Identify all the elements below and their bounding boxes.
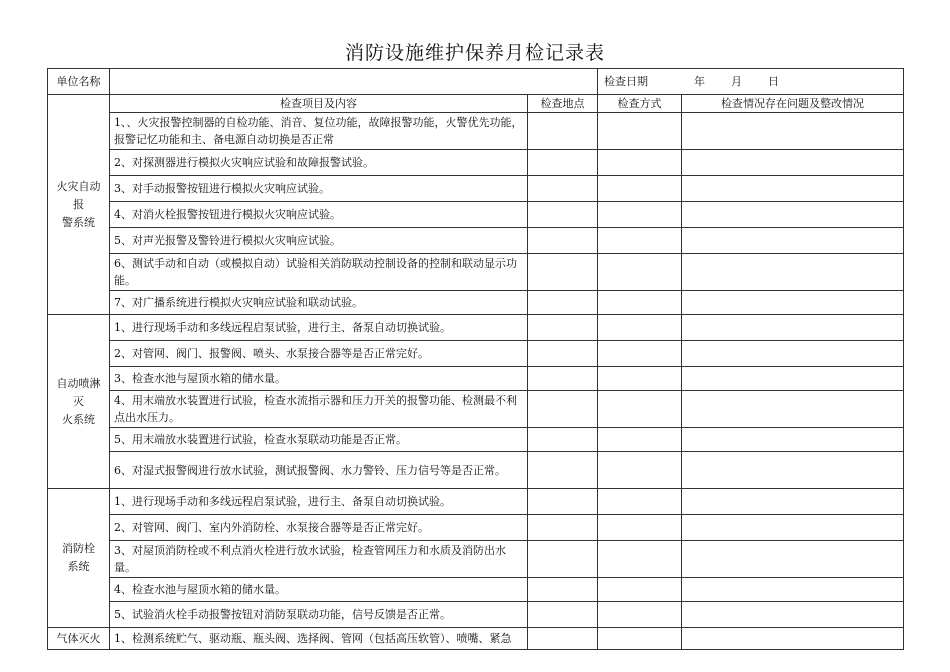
result-cell[interactable]: [682, 367, 904, 391]
result-cell[interactable]: [682, 391, 904, 428]
header-row: [48, 69, 904, 95]
method-cell[interactable]: [598, 628, 682, 650]
date-day-label: 日: [768, 75, 779, 88]
check-item: 6、对湿式报警阀进行放水试验，测试报警阀、水力警铃、压力信号等是否正常。: [110, 452, 528, 489]
method-cell[interactable]: [598, 515, 682, 541]
location-cell[interactable]: [528, 228, 598, 254]
result-cell[interactable]: [682, 202, 904, 228]
method-cell[interactable]: [598, 541, 682, 578]
result-cell[interactable]: [682, 602, 904, 628]
result-cell[interactable]: [682, 452, 904, 489]
result-cell[interactable]: [682, 254, 904, 291]
location-cell[interactable]: [528, 113, 598, 150]
check-item: 6、测试手动和自动（或模拟自动）试验相关消防联动控制设备的控制和联动显示功能。: [110, 254, 528, 291]
page-title: 消防设施维护保养月检记录表: [344, 42, 605, 64]
method-cell[interactable]: [598, 315, 682, 341]
result-cell[interactable]: [682, 315, 904, 341]
inspection-date-field[interactable]: [598, 69, 904, 95]
table-row: [48, 541, 904, 578]
column-header-location: 检查地点: [528, 95, 598, 113]
table-row: [48, 202, 904, 228]
table-row: [48, 228, 904, 254]
location-cell[interactable]: [528, 202, 598, 228]
check-item: 2、对探测器进行模拟火灾响应试验和故障报警试验。: [110, 150, 528, 176]
location-cell[interactable]: [528, 578, 598, 602]
result-cell[interactable]: [682, 150, 904, 176]
check-item: 3、对手动报警按钮进行模拟火灾响应试验。: [110, 176, 528, 202]
column-header-row: [48, 95, 904, 113]
date-month-label: 月: [731, 75, 742, 88]
method-cell[interactable]: [598, 367, 682, 391]
check-item: 5、对声光报警及警铃进行模拟火灾响应试验。: [110, 228, 528, 254]
location-cell[interactable]: [528, 176, 598, 202]
system-name-gas-extinguishing: 气体灭火: [48, 628, 110, 650]
location-cell[interactable]: [528, 515, 598, 541]
system-name-hydrant: 消防栓 系统: [48, 489, 110, 628]
location-cell[interactable]: [528, 367, 598, 391]
check-item: 7、对广播系统进行模拟火灾响应试验和联动试验。: [110, 291, 528, 315]
location-cell[interactable]: [528, 489, 598, 515]
unit-name-label: 单位名称: [48, 69, 110, 95]
result-cell[interactable]: [682, 228, 904, 254]
method-cell[interactable]: [598, 428, 682, 452]
method-cell[interactable]: [598, 489, 682, 515]
check-item: 1、、火灾报警控制器的自检功能、消音、复位功能，故障报警功能，火警优先功能，报警记忆功能和主、备电源自动切换是否正常: [110, 113, 528, 150]
check-item: 1、进行现场手动和多线远程启泵试验，进行主、备泵自动切换试验。: [110, 489, 528, 515]
table-row: [48, 489, 904, 515]
check-item: 2、对管网、阀门、报警阀、喷头、水泵接合器等是否正常完好。: [110, 341, 528, 367]
result-cell[interactable]: [682, 541, 904, 578]
table-row: [48, 150, 904, 176]
result-cell[interactable]: [682, 489, 904, 515]
table-row: [48, 254, 904, 291]
table-row: [48, 578, 904, 602]
check-item: 5、试验消火栓手动报警按钮对消防泵联动功能，信号反馈是否正常。: [110, 602, 528, 628]
check-item: 4、对消火栓报警按钮进行模拟火灾响应试验。: [110, 202, 528, 228]
date-year-label: 年: [694, 75, 705, 88]
table-row: [48, 176, 904, 202]
table-row: [48, 113, 904, 150]
table-row: [48, 602, 904, 628]
result-cell[interactable]: [682, 113, 904, 150]
method-cell[interactable]: [598, 254, 682, 291]
method-cell[interactable]: [598, 452, 682, 489]
method-cell[interactable]: [598, 391, 682, 428]
unit-name-field[interactable]: [110, 69, 598, 95]
table-row: [48, 341, 904, 367]
location-cell[interactable]: [528, 254, 598, 291]
system-name-sprinkler: 自动喷淋 灭 火系统: [48, 315, 110, 489]
method-cell[interactable]: [598, 291, 682, 315]
location-cell[interactable]: [528, 602, 598, 628]
method-cell[interactable]: [598, 602, 682, 628]
method-cell[interactable]: [598, 150, 682, 176]
result-cell[interactable]: [682, 628, 904, 650]
check-item: 5、用末端放水装置进行试验，检查水泵联动功能是否正常。: [110, 428, 528, 452]
location-cell[interactable]: [528, 291, 598, 315]
column-header-result: 检查情况存在问题及整改情况: [682, 95, 904, 113]
inspection-date-label: 检查日期: [604, 75, 648, 88]
table-row: [48, 628, 904, 650]
table-row: [48, 452, 904, 489]
check-item: 1、检测系统贮气、驱动瓶、瓶头阀、选择阀、管网（包括高压软管）、喷嘴、紧急: [110, 628, 528, 650]
method-cell[interactable]: [598, 113, 682, 150]
location-cell[interactable]: [528, 150, 598, 176]
table-row: [48, 391, 904, 428]
location-cell[interactable]: [528, 428, 598, 452]
inspection-record-table: [47, 68, 904, 650]
check-item: 3、检查水池与屋顶水箱的储水量。: [110, 367, 528, 391]
location-cell[interactable]: [528, 628, 598, 650]
check-item: 1、进行现场手动和多线远程启泵试验，进行主、备泵自动切换试验。: [110, 315, 528, 341]
table-row: [48, 367, 904, 391]
table-row: [48, 515, 904, 541]
check-item: 3、对屋顶消防栓或不利点消火栓进行放水试验，检查管网压力和水质及消防出水量。: [110, 541, 528, 578]
result-cell[interactable]: [682, 515, 904, 541]
method-cell[interactable]: [598, 228, 682, 254]
column-header-method: 检查方式: [598, 95, 682, 113]
system-name-fire-alarm: 火灾自动 报 警系统: [48, 95, 110, 315]
table-row: [48, 315, 904, 341]
method-cell[interactable]: [598, 341, 682, 367]
table-row: [48, 291, 904, 315]
check-item: 2、对管网、阀门、室内外消防栓、水泵接合器等是否正常完好。: [110, 515, 528, 541]
result-cell[interactable]: [682, 341, 904, 367]
table-row: [48, 428, 904, 452]
result-cell[interactable]: [682, 578, 904, 602]
location-cell[interactable]: [528, 452, 598, 489]
result-cell[interactable]: [682, 291, 904, 315]
method-cell[interactable]: [598, 202, 682, 228]
check-item: 4、用末端放水装置进行试验，检查水流指示器和压力开关的报警功能、检测最不利点出水压力。: [110, 391, 528, 428]
check-item: 4、检查水池与屋顶水箱的储水量。: [110, 578, 528, 602]
location-cell[interactable]: [528, 391, 598, 428]
column-header-items: 检查项目及内容: [110, 95, 528, 113]
location-cell[interactable]: [528, 315, 598, 341]
location-cell[interactable]: [528, 541, 598, 578]
result-cell[interactable]: [682, 428, 904, 452]
location-cell[interactable]: [528, 341, 598, 367]
method-cell[interactable]: [598, 578, 682, 602]
method-cell[interactable]: [598, 176, 682, 202]
result-cell[interactable]: [682, 176, 904, 202]
